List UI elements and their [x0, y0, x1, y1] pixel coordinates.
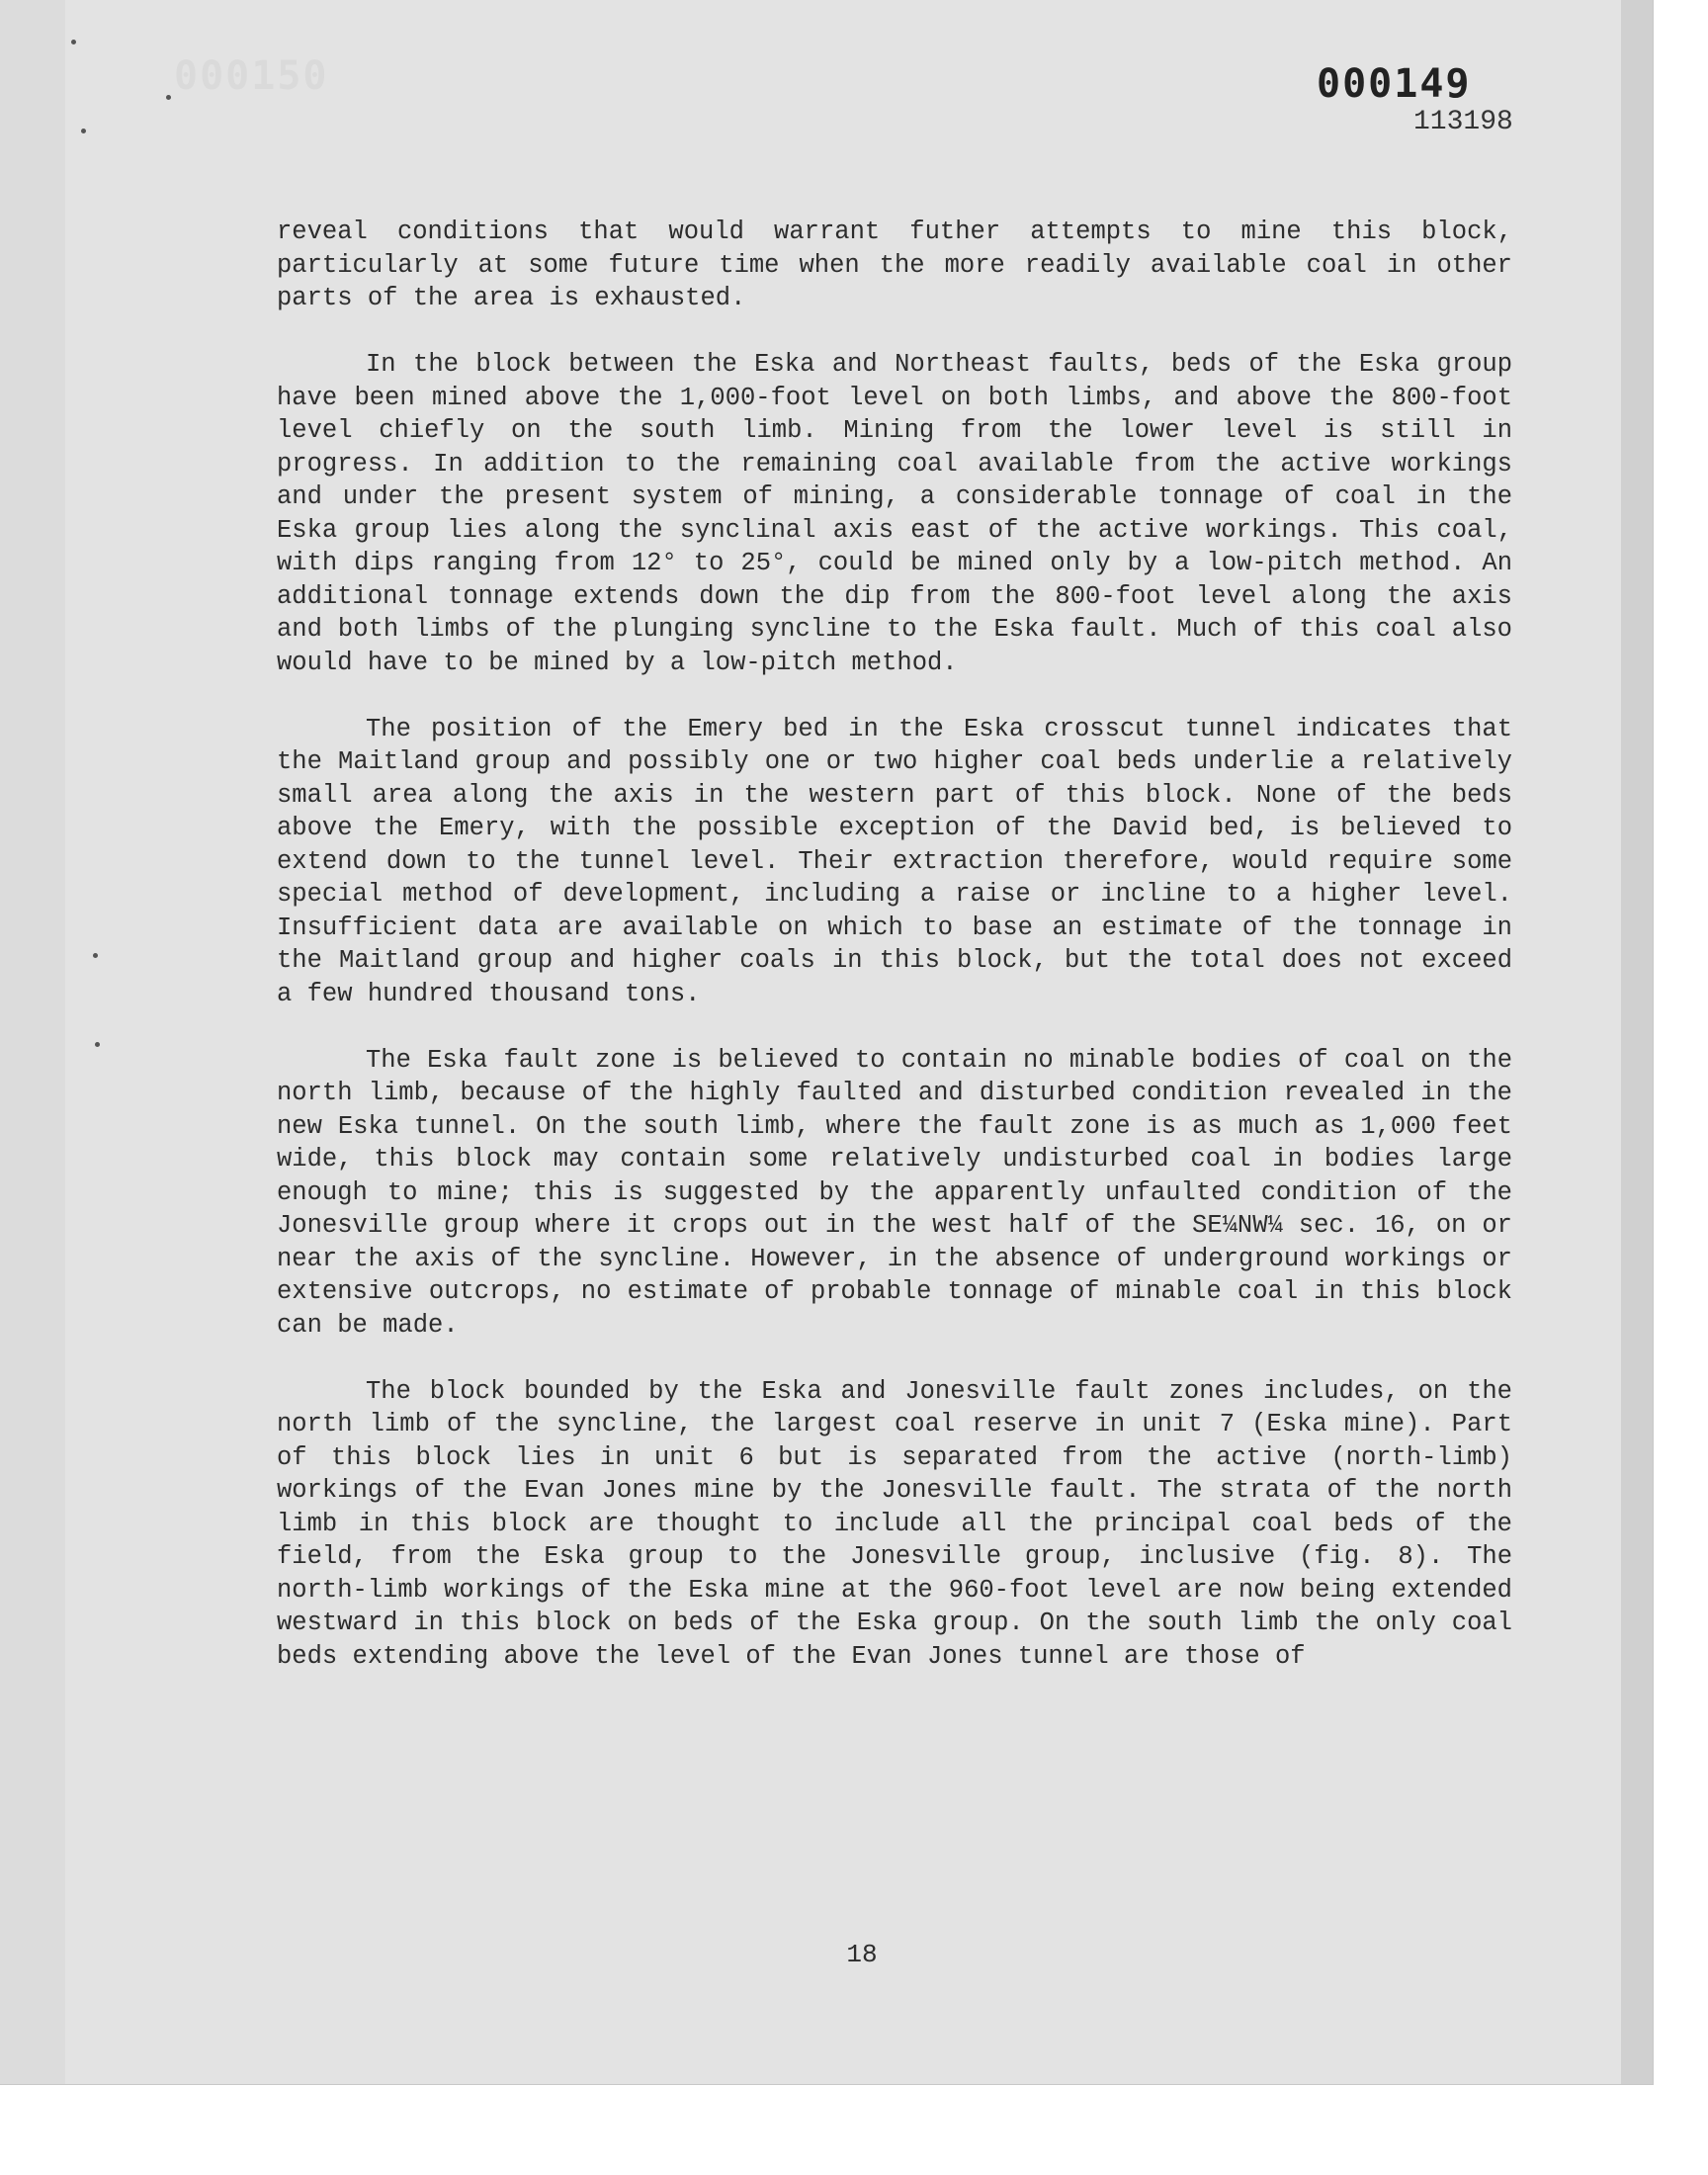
document-number: 113198 [1413, 107, 1513, 137]
scan-speck [166, 95, 171, 100]
page-number: 18 [846, 1940, 878, 1969]
paragraph-eska-fault-zone: The Eska fault zone is believed to contain no minable bodies of coal on the north limb, because of the highly faulted and disturbed condition revealed in the new Eska tunnel. On the south limb, where the fault zone is as much as 1,000 feet wide, this block may contain some relatively undisturbed coal in bodies large enough to mine; this is suggested by the apparently unfaulted condition of the Jonesville group where it crops out in the west half of the SE¼NW¼ sec. 16, on or near the axis of the syncline. However, in the absence of underground workings or extensive outcrops, no estimate of probable tonnage of minable coal in this block can be made. [277, 1045, 1512, 1340]
bleed-through-stamp: 000150 [174, 53, 329, 99]
scan-speck [93, 953, 98, 958]
scan-speck [71, 40, 76, 44]
document-body [277, 216, 1512, 1706]
paragraph-eska-jonesville-block: The block bounded by the Eska and Jonesville fault zones includes, on the north limb of the syncline, the largest coal reserve in unit 7 (Eska mine). Part of this block lies in unit 6 but is separated from the active (north-limb) workings of the Evan Jones mine by the Jonesville fault. The strata of the north limb in this block are thought to include all the principal coal beds of the field, from the Eska group to the Jonesville group, inclusive (fig. 8). The north-limb workings of the Eska mine at the 960-foot level are now being extended westward in this block on beds of the Eska group. On the south limb the only coal beds extending above the level of the Evan Jones tunnel are those of [277, 1376, 1512, 1671]
scan-speck [81, 129, 86, 133]
paragraph-emery-bed-position: The position of the Emery bed in the Eska crosscut tunnel indicates that the Maitland group and possibly one or two higher coal beds underlie a relatively small area along the axis in the western part of this block. None of the beds above the Emery, with the possible exception of the David bed, is believed to extend down to the tunnel level. Their extraction therefore, would require some special method of development, including a raise or incline to a higher level. Insufficient data are available on which to base an estimate of the tonnage in the Maitland group and higher coals in this block, but the total does not exceed a few hundred thousand tons. [277, 714, 1512, 1008]
paper-edge-shadow [1621, 0, 1653, 2084]
paragraph-continuation: reveal conditions that would warrant futher attempts to mine this block, particularly at some future time when the more readily available coal in other parts of the area is exhausted. [277, 218, 1512, 312]
paragraph-eska-northeast-block: In the block between the Eska and Northeast faults, beds of the Eska group have been mined above the 1,000-foot level on both limbs, and above the 800-foot level chiefly on the south limb. Mining from the lower level is still in progress. In addition to the remaining coal available from the active workings and under the present system of mining, a considerable tonnage of coal in the Eska group lies along the synclinal axis east of the active workings. This coal, with dips ranging from 12° to 25°, could be mined only by a low-pitch method. An additional tonnage extends down the dip from the 800-foot level along the axis and both limbs of the plunging syncline to the Eska fault. Much of this coal also would have to be mined by a low-pitch method. [277, 350, 1512, 677]
stamped-page-number: 000149 [1317, 61, 1472, 107]
scan-speck [95, 1042, 100, 1047]
